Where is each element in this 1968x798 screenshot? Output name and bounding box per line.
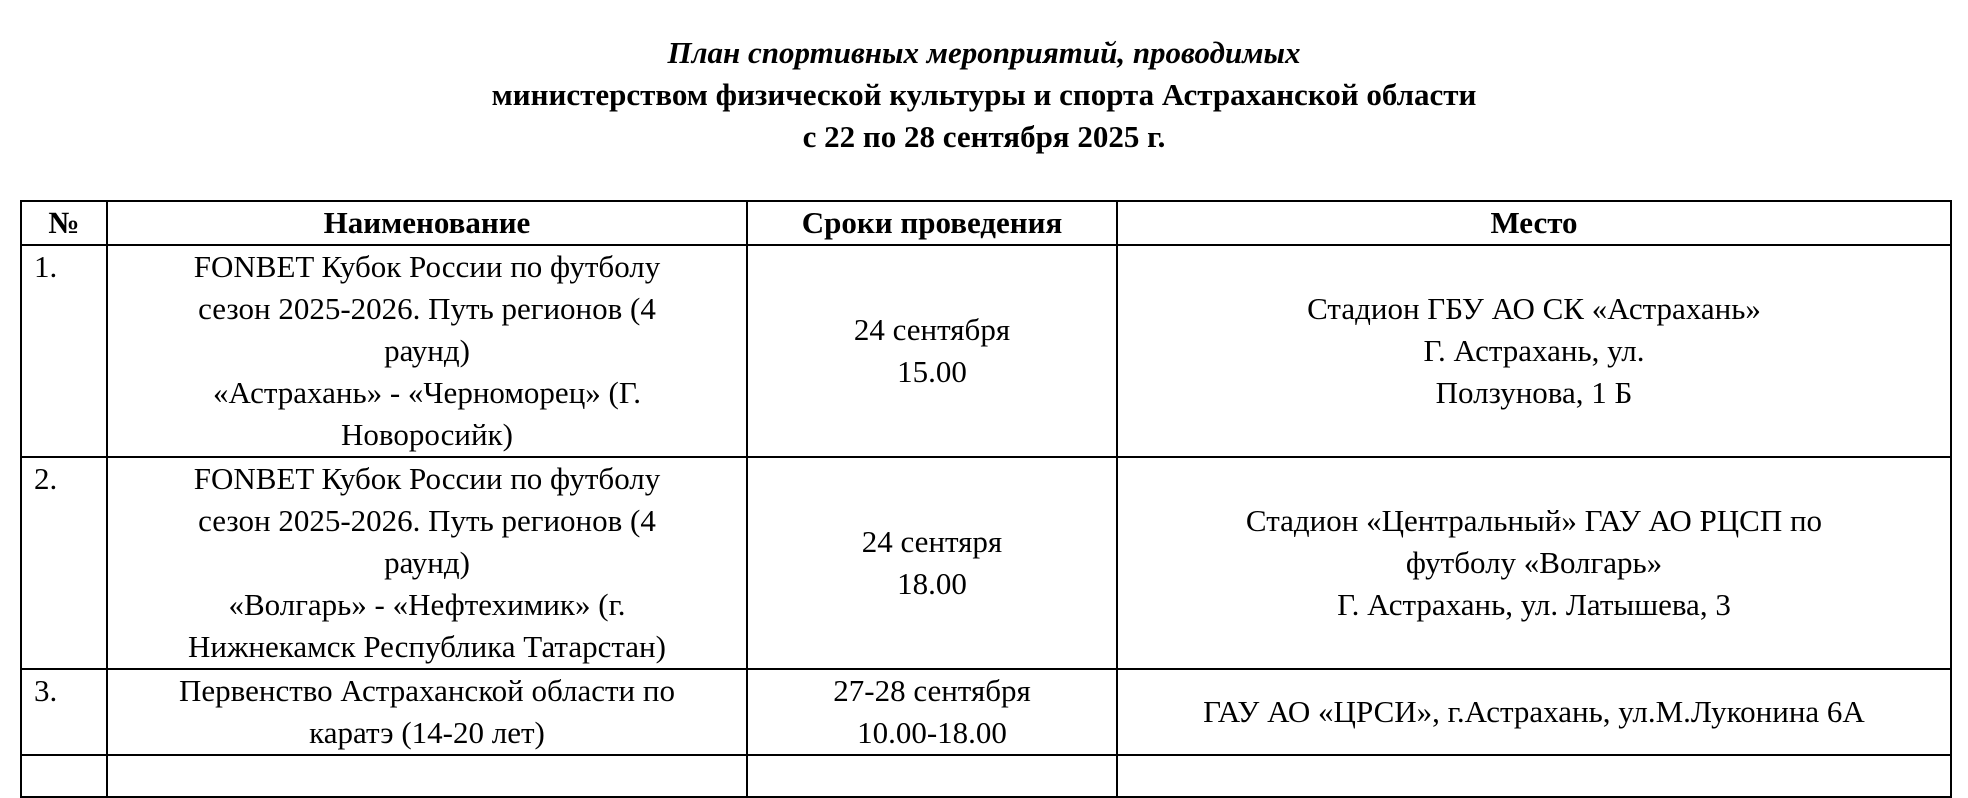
event-name-line: «Волгарь» - «Нефтехимик» (г.	[228, 587, 626, 622]
event-place-line: футболу «Волгарь»	[1405, 545, 1663, 580]
table-row	[21, 245, 1951, 457]
empty-cell	[1117, 755, 1951, 797]
title-line-3: с 22 по 28 сентября 2025 г.	[802, 119, 1166, 154]
title-line-1: План спортивных мероприятий, проводимых	[667, 35, 1301, 70]
event-time-line: 15.00	[897, 354, 967, 389]
event-name-cell	[107, 245, 747, 457]
row-number: 2.	[21, 457, 107, 669]
event-place-line: Ползунова, 1 Б	[1435, 375, 1633, 410]
event-name-line: раунд)	[384, 545, 470, 580]
event-place-line: Г. Астрахань, ул.	[1423, 333, 1645, 368]
event-name-line: Нижнекамск Республика Татарстан)	[188, 629, 666, 664]
event-name-line: сезон 2025-2026. Путь регионов (4	[198, 291, 656, 326]
event-time-line: 10.00-18.00	[857, 715, 1007, 750]
table-row	[21, 457, 1951, 669]
event-name-line: FONBET Кубок России по футболу	[193, 461, 661, 496]
event-date-line: 27-28 сентября	[833, 673, 1031, 708]
column-header-name: Наименование	[107, 201, 747, 245]
table-header-row	[21, 201, 1951, 245]
event-name-line: «Астрахань» - «Черноморец» (Г.	[212, 375, 642, 410]
title-line-2: министерством физической культуры и спорта Астраханской области	[491, 77, 1477, 112]
event-time-line: 18.00	[897, 566, 967, 601]
row-number: 1.	[21, 245, 107, 457]
event-name-cell	[107, 457, 747, 669]
empty-cell	[747, 755, 1117, 797]
document-title	[0, 32, 1968, 158]
event-name-line: Новоросийк)	[341, 417, 513, 452]
event-name-cell	[107, 669, 747, 755]
event-place-line: Стадион ГБУ АО СК «Астрахань»	[1307, 291, 1761, 326]
table-row	[21, 669, 1951, 755]
event-place-cell	[1117, 245, 1951, 457]
event-place-line: Стадион «Центральный» ГАУ АО РЦСП по	[1245, 503, 1823, 538]
column-header-dates: Сроки проведения	[747, 201, 1117, 245]
event-place-line: Г. Астрахань, ул. Латышева, 3	[1337, 587, 1731, 622]
table-row-partial	[21, 755, 1951, 797]
event-place-cell	[1117, 457, 1951, 669]
event-place-cell	[1117, 669, 1951, 755]
event-name-line: Первенство Астраханской области по	[179, 673, 675, 708]
event-date-cell	[747, 669, 1117, 755]
event-name-line: сезон 2025-2026. Путь регионов (4	[198, 503, 656, 538]
event-place-line: ГАУ АО «ЦРСИ», г.Астрахань, ул.М.Луконина 6А	[1203, 694, 1865, 729]
event-name-line: раунд)	[384, 333, 470, 368]
events-table	[20, 200, 1952, 798]
empty-cell	[107, 755, 747, 797]
event-date-cell	[747, 457, 1117, 669]
event-date-line: 24 сентяря	[861, 524, 1003, 559]
column-header-place: Место	[1117, 201, 1951, 245]
row-number: 3.	[21, 669, 107, 755]
event-name-line: FONBET Кубок России по футболу	[193, 249, 661, 284]
event-date-line: 24 сентября	[853, 312, 1011, 347]
event-name-line: каратэ (14-20 лет)	[309, 715, 545, 750]
column-header-number: №	[21, 201, 107, 245]
event-date-cell	[747, 245, 1117, 457]
empty-cell	[21, 755, 107, 797]
